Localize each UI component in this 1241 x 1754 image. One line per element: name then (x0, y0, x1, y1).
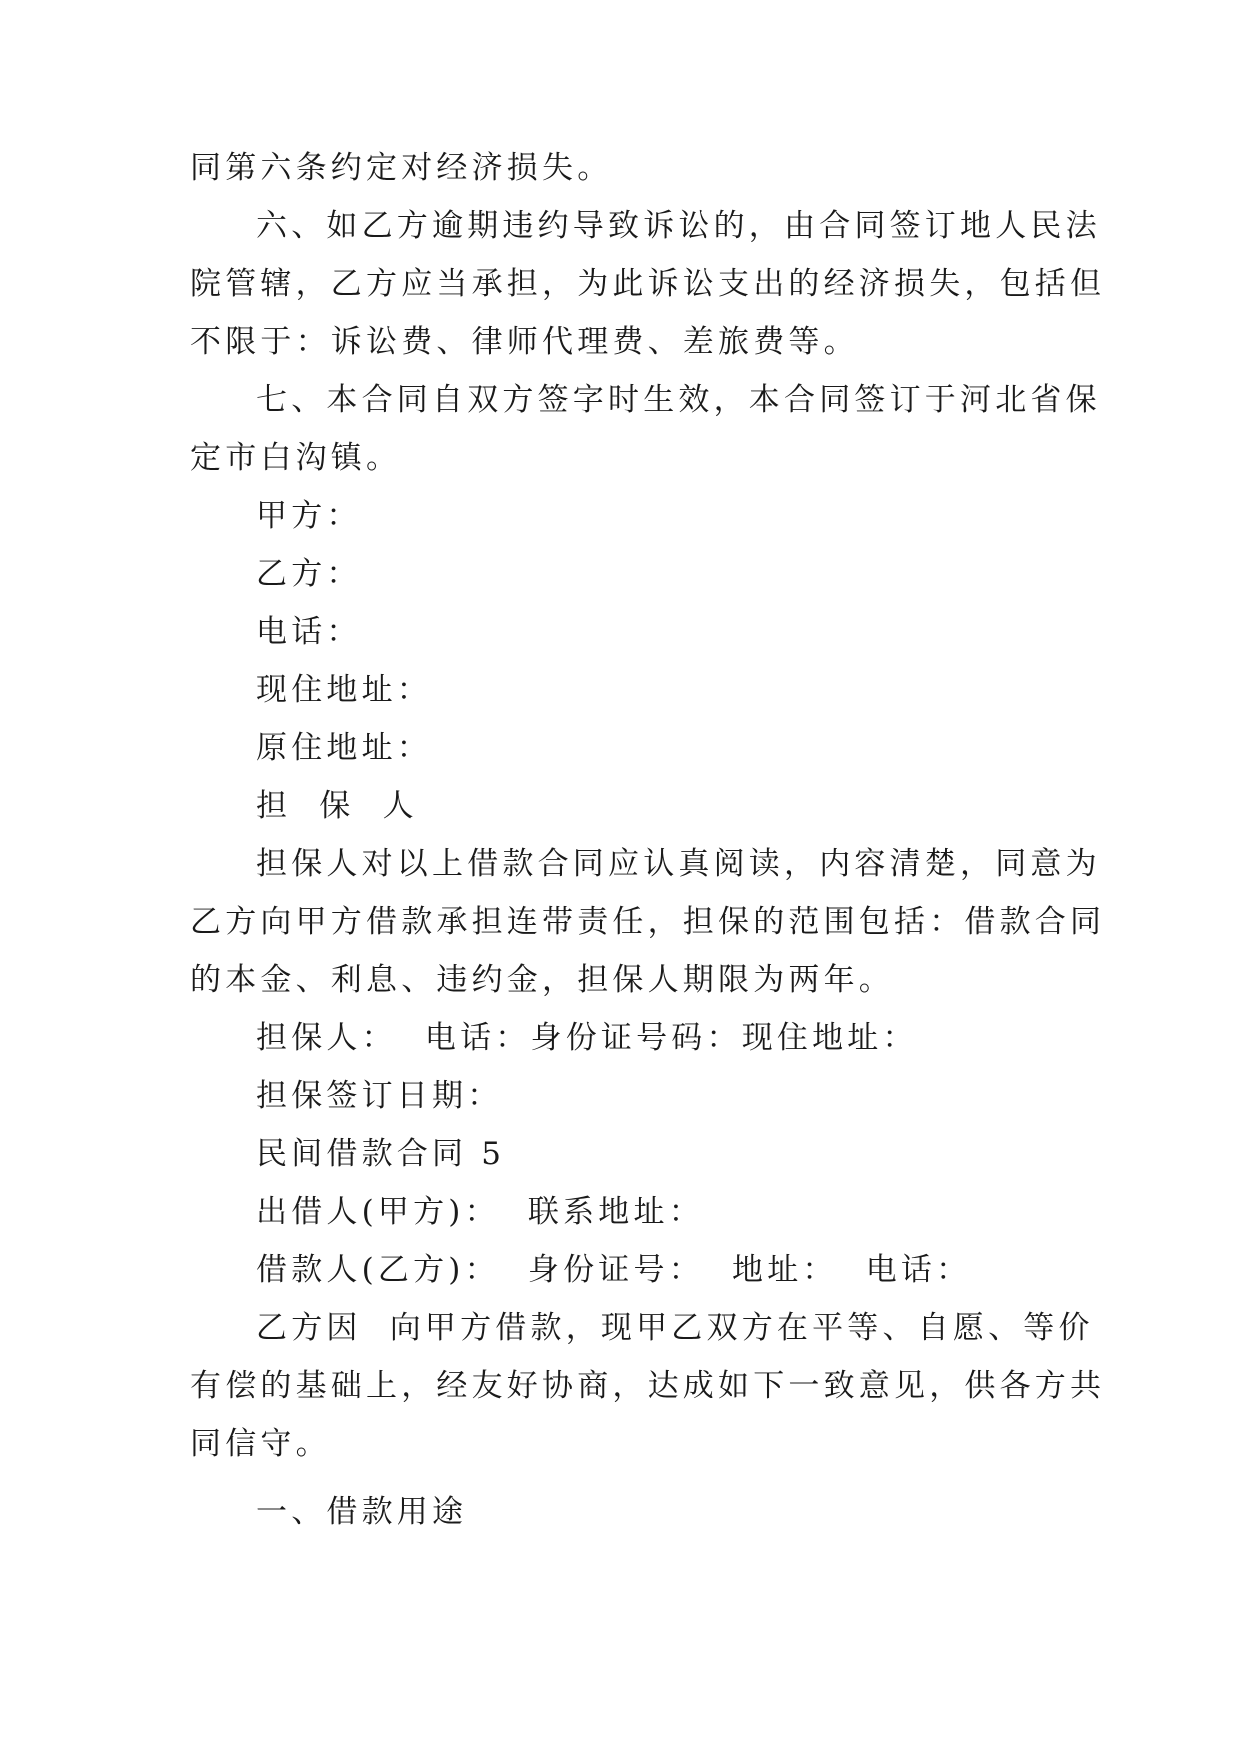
clause-seven-line: 七、本合同自双方签字时生效，本合同签订于河北省保 (256, 382, 1101, 418)
preamble-line: 乙方因 向甲方借款，现甲乙双方在平等、自愿、等价 (256, 1310, 1094, 1346)
current-address-field: 现住地址： (256, 672, 432, 708)
contract-title: 民间借款合同 5 (256, 1136, 506, 1172)
guarantee-date-field: 担保签订日期： (256, 1078, 503, 1114)
paragraph-line: 定市白沟镇。 (190, 440, 402, 476)
paragraph-line: 不限于：诉讼费、律师代理费、差旅费等。 (190, 324, 859, 360)
guarantor-paragraph-line: 担保人对以上借款合同应认真阅读，内容清楚，同意为 (256, 846, 1101, 882)
section-heading: 一、借款用途 (256, 1494, 468, 1530)
clause-six-line: 六、如乙方逾期违约导致诉讼的，由合同签订地人民法 (256, 208, 1101, 244)
paragraph-line: 的本金、利息、违约金，担保人期限为两年。 (190, 962, 894, 998)
paragraph-line: 有偿的基础上，经友好协商，达成如下一致意见，供各方共 (190, 1368, 1106, 1404)
guarantor-heading: 担 保 人 (256, 788, 418, 824)
paragraph-line: 乙方向甲方借款承担连带责任，担保的范围包括：借款合同 (190, 904, 1106, 940)
paragraph-line: 同第六条约定对经济损失。 (190, 150, 613, 186)
borrower-fields: 借款人(乙方)： 身份证号： 地址： 电话： (256, 1252, 972, 1288)
phone-field: 电话： (256, 614, 362, 650)
paragraph-line: 同信守。 (190, 1426, 331, 1462)
lender-fields: 出借人(甲方)： 联系地址： (256, 1194, 704, 1230)
former-address-field: 原住地址： (256, 730, 432, 766)
paragraph-line: 院管辖，乙方应当承担，为此诉讼支出的经济损失，包括但 (190, 266, 1106, 302)
party-b-field: 乙方： (256, 556, 362, 592)
guarantor-info-fields: 担保人： 电话：身份证号码：现住地址： (256, 1020, 918, 1056)
party-a-field: 甲方： (256, 498, 362, 534)
